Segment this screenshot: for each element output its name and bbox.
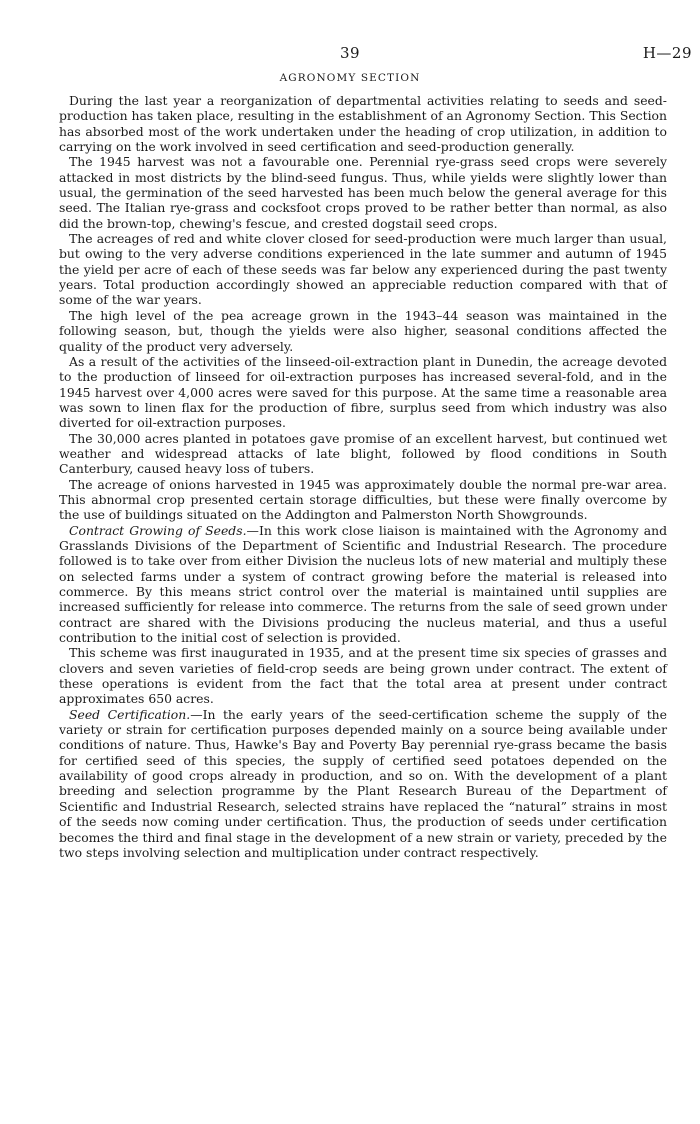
paragraph [59,231,667,308]
paragraph-text: The acreages of red and white clover closed for seed-production were much larger than usual, but owing to the very adverse conditions experienced in the late summer and autumn of 1945 the yield per acre of each of these seeds was far below any experienced during the past twenty years. Total production accordingly showed an appreciable reduction compared with that of some of the war years. [59,231,667,308]
paragraph [59,93,667,154]
body-text [59,93,667,860]
paragraph-text: As a result of the activities of the linseed-oil-extraction plant in Dunedin, the acreage devoted to the production of linseed for oil-extraction purposes has increased several-fold, and in the 1945 harvest over 4,000 acres were saved for this purpose. At the same time a reasonable area was sown to linen flax for the production of fibre, surplus seed from which industry was also diverted for oil-extraction purposes. [59,353,667,431]
page-number: 39 [339,44,361,62]
paragraph [59,707,667,860]
paragraph [59,354,667,431]
paragraph [59,645,667,706]
paragraph-text: The high level of the pea acreage grown in the 1943–44 season was maintained in the following season, but, though the yields were also higher, seasonal conditions affected the quality of the product very adversely. [59,307,667,354]
paragraph [59,154,667,231]
run-in-heading: Seed Certification. [69,706,191,722]
paragraph-text: The 1945 harvest was not a favourable one. Perennial rye-grass seed crops were severely attacked in most districts by the blind-seed fungus. Thus, while yields were slightly lower than usual, the germination of the seed harvested has been much below the general average for this seed. The Italian rye-grass and cocksfoot crops proved to be rather better than normal, as also did the brown-top, chewing's fescue, and crested dogstail seed crops. [59,154,667,231]
paragraph-text: This scheme was first inaugurated in 1935, and at the present time six species of grasses and clovers and seven varieties of field-crop seeds are being grown under contract. The extent of these operations is evident from the fact that the total area at present under contract approximates 650 acres. [59,645,667,707]
paragraph [59,477,667,523]
paragraph-text: The 30,000 acres planted in potatoes gave promise of an excellent harvest, but continued wet weather and widespread attacks of late blight, followed by flood conditions in South Canterbury, caused heavy loss of tubers. [59,430,667,477]
paragraph-text: —In the early years of the seed-certification scheme the supply of the variety or strain for certification purposes depended mainly on a source being available under conditions of nature. Thus, Hawke's Bay and Poverty Bay perennial rye-grass became the basis for certified seed of this species, the supply of certified seed potatoes depended on the availability of good crops already in production, and so on. With the development of a plant breeding and selection programme by the Plant Research Bureau of the Department of Scientific and Industrial Research, selected strains have replaced the “natural” strains in most of the seeds now coming under certification. Thus, the production of seeds under certification becomes the third and final stage in the development of a new strain or variety, preceded by the two steps involving selection and multiplication under contract respectively. [59,706,667,860]
paragraph-text: The acreage of onions harvested in 1945 was approximately double the normal pre-war area. This abnormal crop presented certain storage difficulties, but these were finally overcome by the use of buildings situated on the Addington and Palmerston North Showgrounds. [59,476,667,523]
paragraph [59,523,667,646]
paragraph-text: —In this work close liaison is maintained with the Agronomy and Grasslands Divisions of the Department of Scientific and Industrial Research. The procedure followed is to take over from either Division the nucleus lots of new material and multiply these on selected farms under a system of contract growing before the material is released into commerce. By this means strict control over the material is maintained until supplies are increased sufficiently for release into commerce. The returns from the sale of seed grown under contract are shared with the Divisions producing the nucleus material, and thus a useful contribution to the initial cost of selection is provided. [59,522,667,646]
paragraph [59,308,667,354]
run-in-heading: Contract Growing of Seeds. [69,522,247,538]
paragraph [59,431,667,477]
page-code: H—29 [642,44,692,62]
section-heading: AGRONOMY SECTION [279,72,421,84]
paragraph-text: During the last year a reorganization of departmental activities relating to seeds and seed-production has taken place, resulting in the establishment of an Agronomy Section. This Section has absorbed most of the work undertaken under the heading of crop utilization, in addition to carrying on the work involved in seed certification and seed-production generally. [59,93,667,155]
